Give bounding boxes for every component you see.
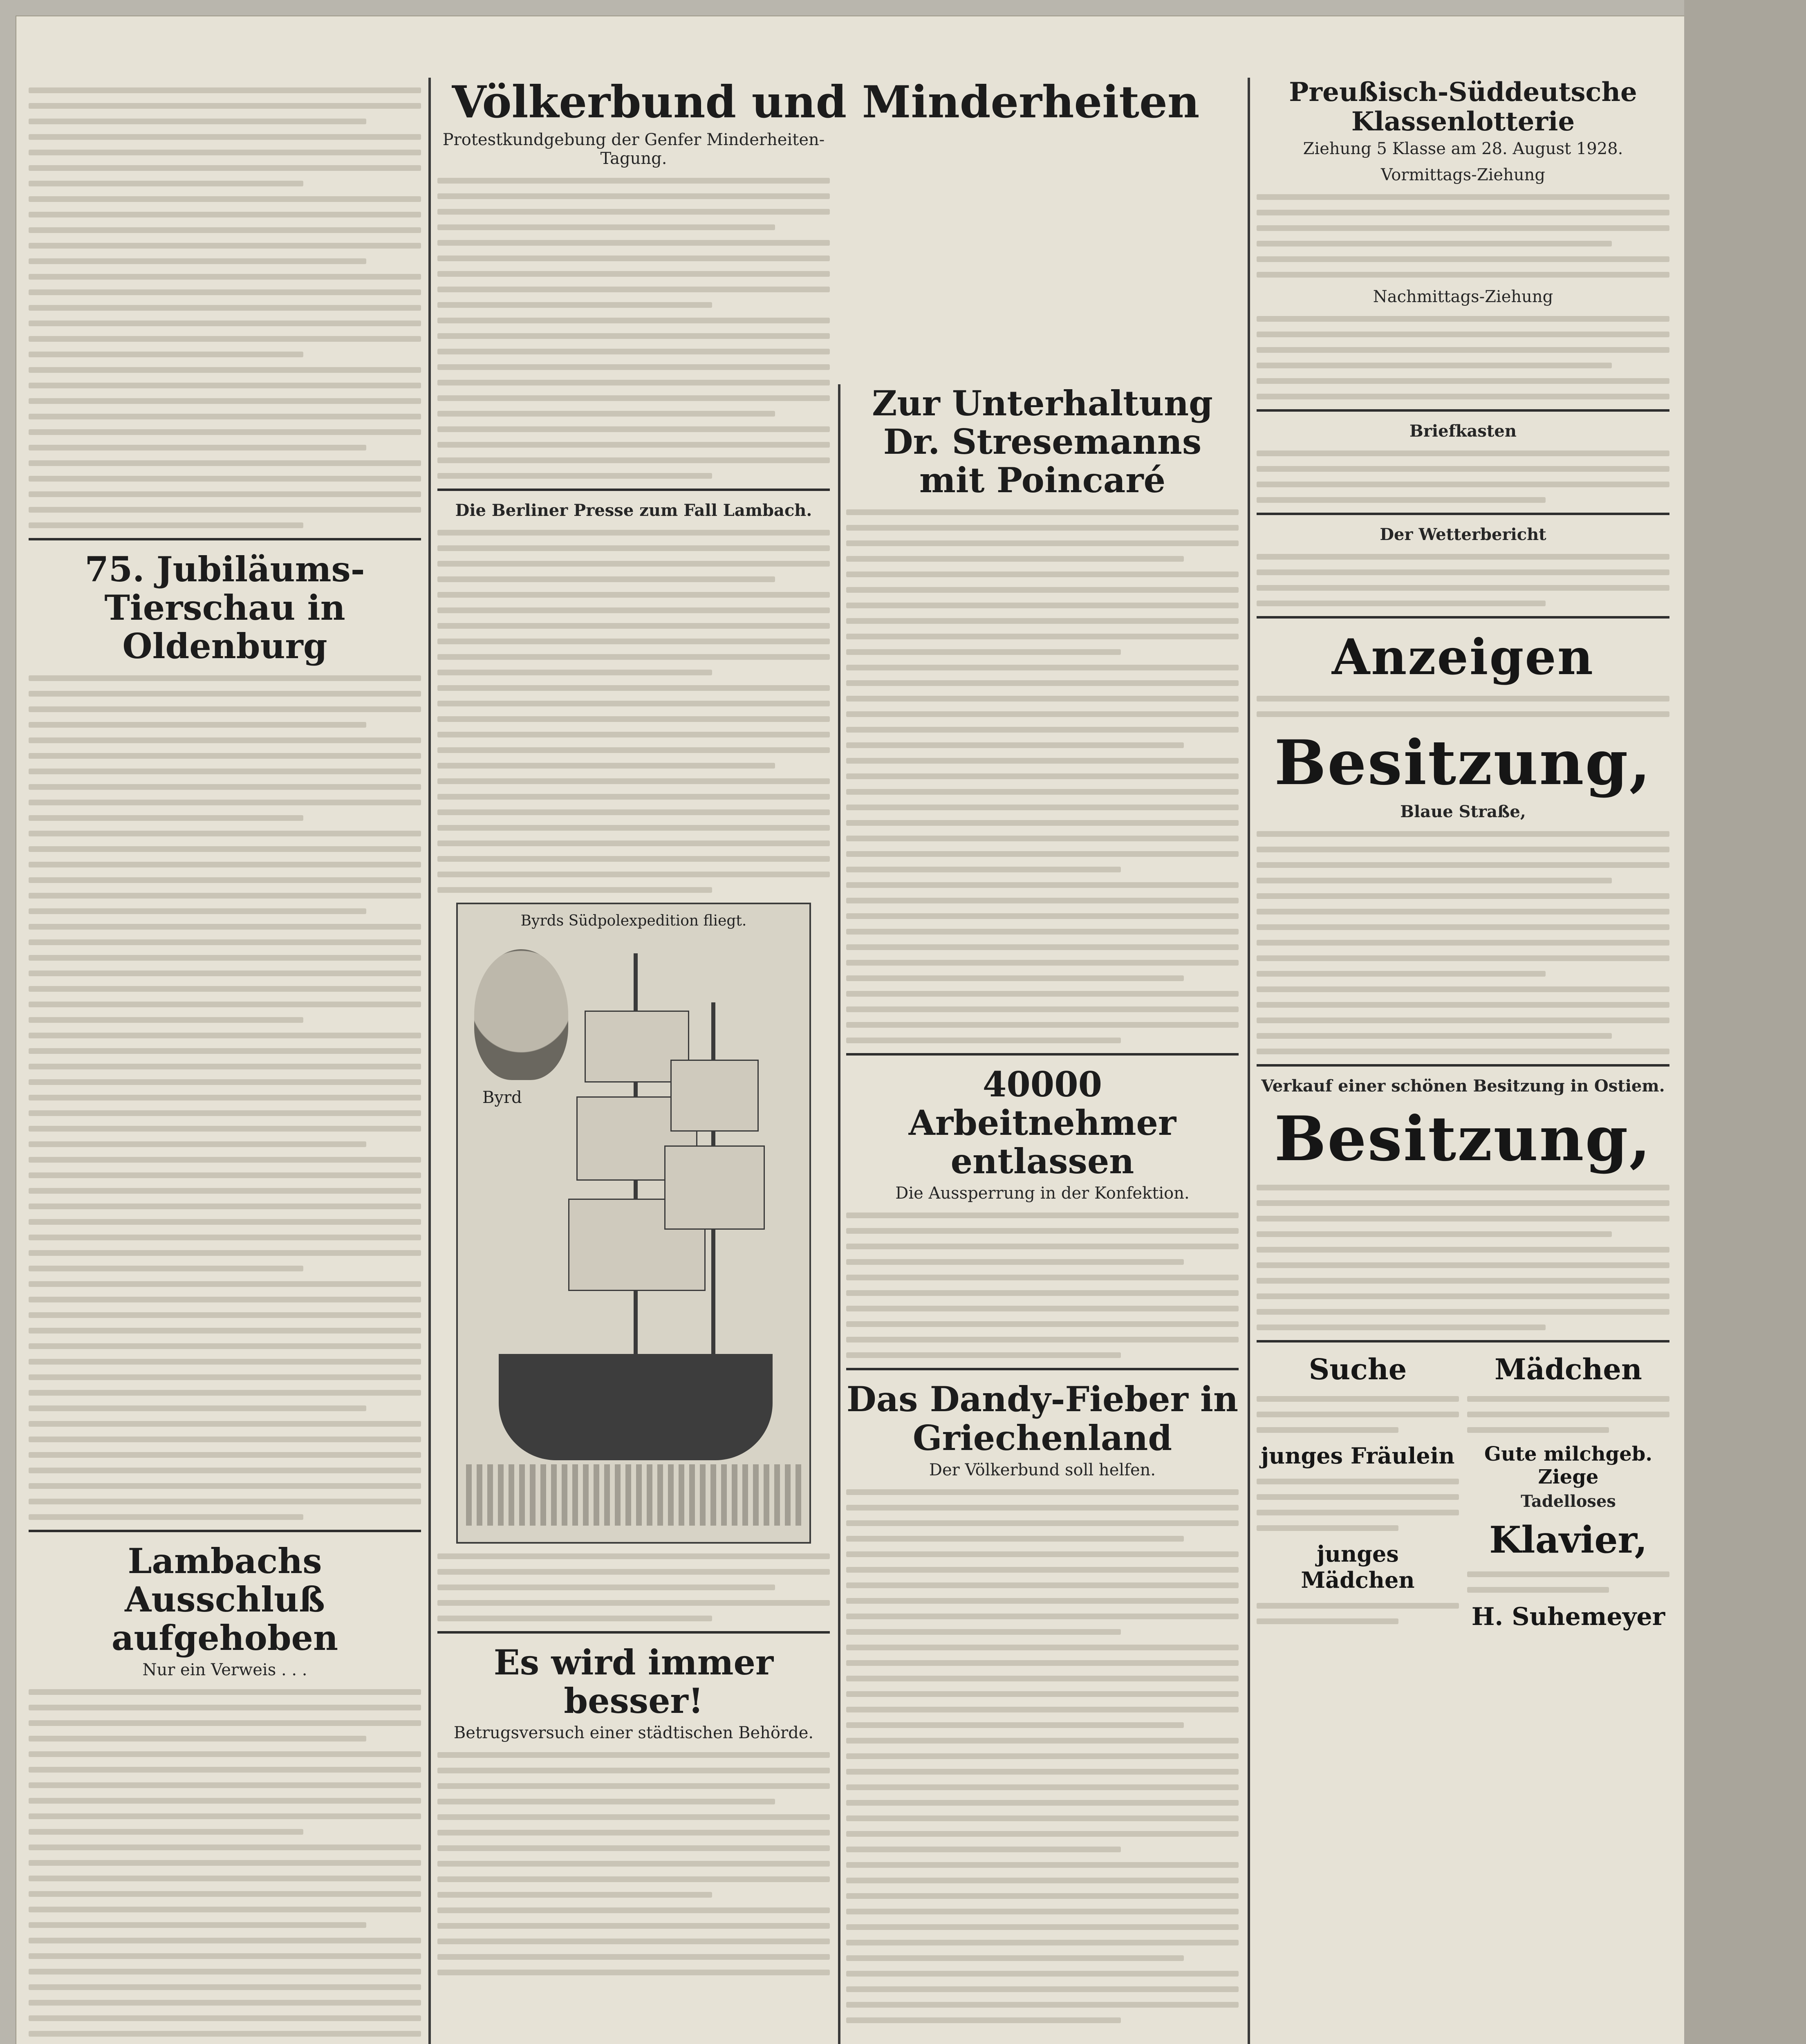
vormittag-heading: Vormittags-Ziehung bbox=[1381, 166, 1545, 185]
presse-headline: Die Berliner Presse zum Fall Lambach. bbox=[455, 500, 812, 520]
besser-subheadline: Betrugsversuch einer städtischen Behörde. bbox=[453, 1724, 814, 1743]
small-ads-grid bbox=[1257, 1352, 1669, 1634]
arbeitnehmer-body bbox=[846, 1213, 1239, 1358]
junges-maedchen-ad: junges Mädchen bbox=[1301, 1541, 1415, 1594]
besitzung-1-body bbox=[1257, 831, 1669, 1054]
besser-headline: Es wird immer besser! bbox=[493, 1642, 774, 1721]
dandy-subheadline: Der Völkerbund soll helfen. bbox=[929, 1460, 1156, 1479]
column-4 bbox=[1257, 78, 1669, 2044]
column-3 bbox=[846, 384, 1239, 2044]
picture-text bbox=[437, 1553, 830, 1621]
article-body bbox=[29, 87, 421, 528]
arbeitnehmer-subheadline: Die Aussperrung in der Konfektion. bbox=[895, 1184, 1190, 1203]
tierschau-headline: 75. Jubiläums-Tierschau in Oldenburg bbox=[85, 549, 365, 667]
besitzung-2-body bbox=[1257, 1185, 1669, 1330]
lotterie-subheadline: Ziehung 5 Klasse am 28. August 1928. bbox=[1303, 139, 1623, 159]
tierschau-body bbox=[29, 675, 421, 1520]
wetter-heading: Der Wetterbericht bbox=[1380, 525, 1546, 545]
newspaper-page bbox=[16, 16, 1684, 2044]
water bbox=[466, 1464, 801, 1526]
arbeitnehmer-headline: 40000 Arbeitnehmer entlassen bbox=[908, 1064, 1176, 1182]
besitzung-ad-1: Besitzung, bbox=[1274, 727, 1652, 799]
suche-ad: Suche bbox=[1309, 1352, 1407, 1387]
ziege-ad: Gute milchgeb. Ziege bbox=[1484, 1443, 1653, 1489]
byrd-label: Byrd bbox=[482, 1088, 522, 1107]
stresemann-body bbox=[846, 509, 1239, 1043]
besser-body bbox=[437, 1752, 830, 1975]
dandy-headline: Das Dandy-Fieber in Griechenland bbox=[846, 1379, 1239, 1458]
ship-hull bbox=[499, 1354, 773, 1460]
ad-intro bbox=[1257, 696, 1669, 717]
picture-caption: Byrds Südpolexpedition fliegt. bbox=[520, 912, 747, 929]
briefkasten-heading: Briefkasten bbox=[1409, 421, 1517, 441]
klavier-ad: Klavier, bbox=[1489, 1518, 1647, 1562]
briefkasten-body bbox=[1257, 450, 1669, 503]
lotterie-headline: Preußisch-Süddeutsche Klassenlotterie bbox=[1289, 77, 1637, 137]
lambach-body bbox=[29, 1689, 421, 2044]
stresemann-headline: Zur Unterhaltung Dr. Stresemanns mit Poincaré bbox=[872, 383, 1213, 501]
voelkerbund-subheadline: Protestkundgebung der Genfer Minderheiten-Tagung. bbox=[442, 130, 825, 168]
nachmittag-heading: Nachmittags-Ziehung bbox=[1373, 287, 1553, 307]
voelkerbund-headline: Völkerbund und Minderheiten bbox=[452, 76, 1200, 128]
lambach-headline: Lambachs Ausschluß aufgehoben bbox=[111, 1541, 338, 1659]
small-ads-right bbox=[1467, 1352, 1669, 1634]
blaue-strasse: Blaue Straße, bbox=[1400, 802, 1526, 822]
suhemeyer-ad: H. Suhemeyer bbox=[1471, 1602, 1665, 1632]
lambach-subheadline: Nur ein Verweis . . . bbox=[142, 1661, 307, 1680]
byrd-portrait bbox=[474, 949, 568, 1080]
dandy-body bbox=[846, 1489, 1239, 2023]
voelkerbund-body bbox=[437, 178, 830, 479]
tadelloses-label: Tadelloses bbox=[1521, 1492, 1616, 1511]
nachmittag-numbers bbox=[1257, 316, 1669, 399]
besitzung-ad-2: Besitzung, bbox=[1274, 1103, 1652, 1175]
anzeigen-heading: Anzeigen bbox=[1332, 628, 1594, 686]
small-ads-left bbox=[1257, 1352, 1459, 1634]
maedchen-ad: Mädchen bbox=[1495, 1352, 1642, 1387]
presse-body bbox=[437, 530, 830, 893]
column-1 bbox=[29, 78, 421, 2044]
page-edge bbox=[1684, 0, 1806, 2044]
vormittag-numbers bbox=[1257, 194, 1669, 278]
wetter-body bbox=[1257, 554, 1669, 606]
junges-fraeulein-ad: junges Fräulein bbox=[1261, 1443, 1455, 1469]
verkauf-heading: Verkauf einer schönen Besitzung in Ostiem. bbox=[1261, 1076, 1665, 1096]
ship-picture bbox=[456, 903, 811, 1544]
